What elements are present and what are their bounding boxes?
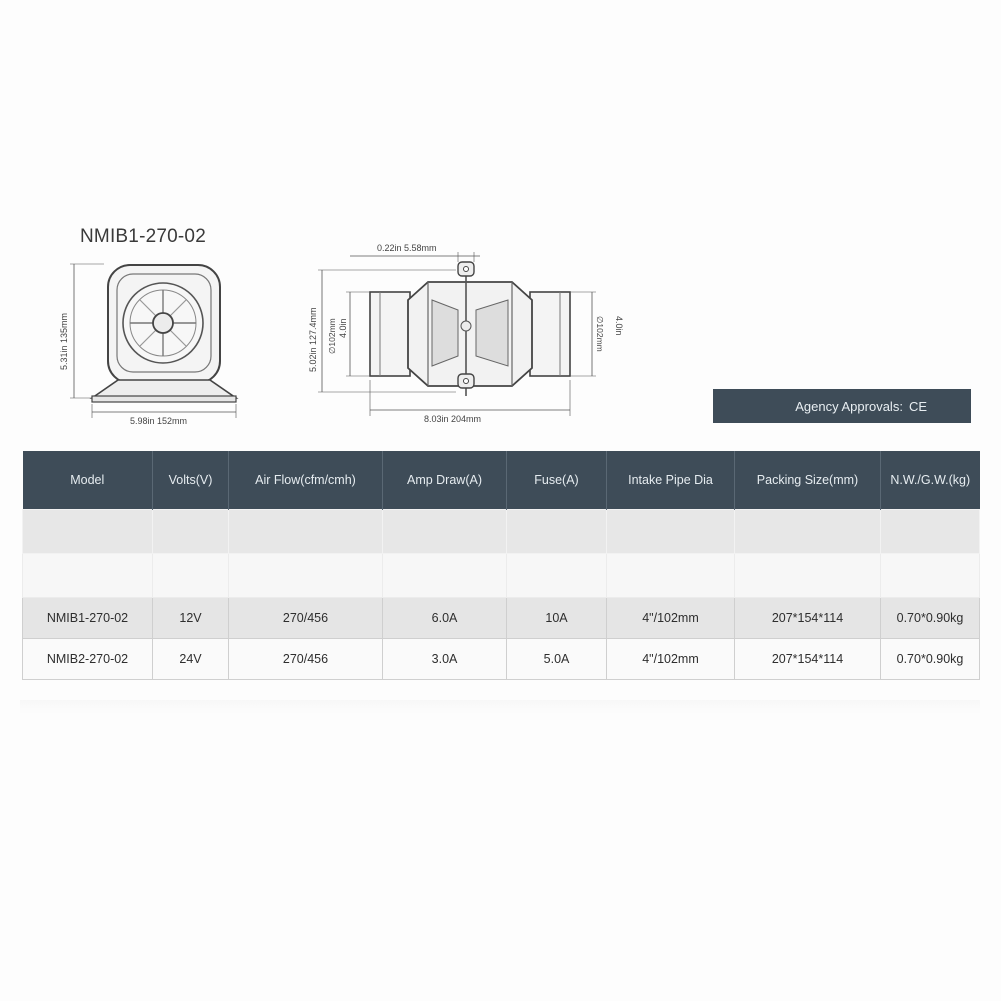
table-row-blank [23,554,980,598]
cell-fuse: 5.0A [507,639,607,680]
header-intake-pipe-dia: Intake Pipe Dia [607,451,735,510]
cell-amp-draw: 3.0A [383,639,507,680]
agency-approvals-bar [713,389,971,423]
side-top-label: 0.22in 5.58mm [377,243,437,253]
side-view-drawing [308,243,624,424]
cell-amp-draw: 6.0A [383,598,507,639]
header-air-flow: Air Flow(cfm/cmh) [229,451,383,510]
side-right-dia-label: 4.0in [614,316,624,336]
header-packing-size: Packing Size(mm) [735,451,881,510]
header-volts: Volts(V) [153,451,229,510]
table-row [23,598,980,639]
cell-model: NMIB2-270-02 [23,639,153,680]
cell-intake-pipe-dia: 4"/102mm [607,598,735,639]
cell-weight: 0.70*0.90kg [881,639,980,680]
cell-fuse: 10A [507,598,607,639]
side-right-dia-mm-label: ∅102mm [595,316,605,352]
header-fuse: Fuse(A) [507,451,607,510]
divider [20,700,980,714]
agency-approvals-value: CE [908,398,927,414]
table-row [23,639,980,680]
technical-drawing [0,0,1001,440]
side-length-label: 8.03in 204mm [424,414,482,424]
front-width-label: 5.98in 152mm [130,416,188,426]
side-height-label: 5.02in 127.4mm [308,307,318,372]
table-row-blank [23,510,980,554]
cell-volts: 12V [153,598,229,639]
model-title: NMIB1-270-02 [80,226,206,247]
cell-packing-size: 207*154*114 [735,639,881,680]
header-model: Model [23,451,153,510]
cell-weight: 0.70*0.90kg [881,598,980,639]
agency-approvals-label: Agency Approvals: [795,398,903,414]
side-left-dia-label: 4.0in [338,318,348,338]
front-view-drawing [59,264,236,426]
spec-table [22,451,980,680]
cell-volts: 24V [153,639,229,680]
cell-intake-pipe-dia: 4"/102mm [607,639,735,680]
cell-model: NMIB1-270-02 [23,598,153,639]
cell-air-flow: 270/456 [229,598,383,639]
table-header-row [23,451,980,510]
cell-air-flow: 270/456 [229,639,383,680]
front-height-label: 5.31in 135mm [59,312,69,370]
cell-packing-size: 207*154*114 [735,598,881,639]
side-left-dia-mm-label: ∅102mm [327,318,337,354]
header-amp-draw: Amp Draw(A) [383,451,507,510]
header-weight: N.W./G.W.(kg) [881,451,980,510]
